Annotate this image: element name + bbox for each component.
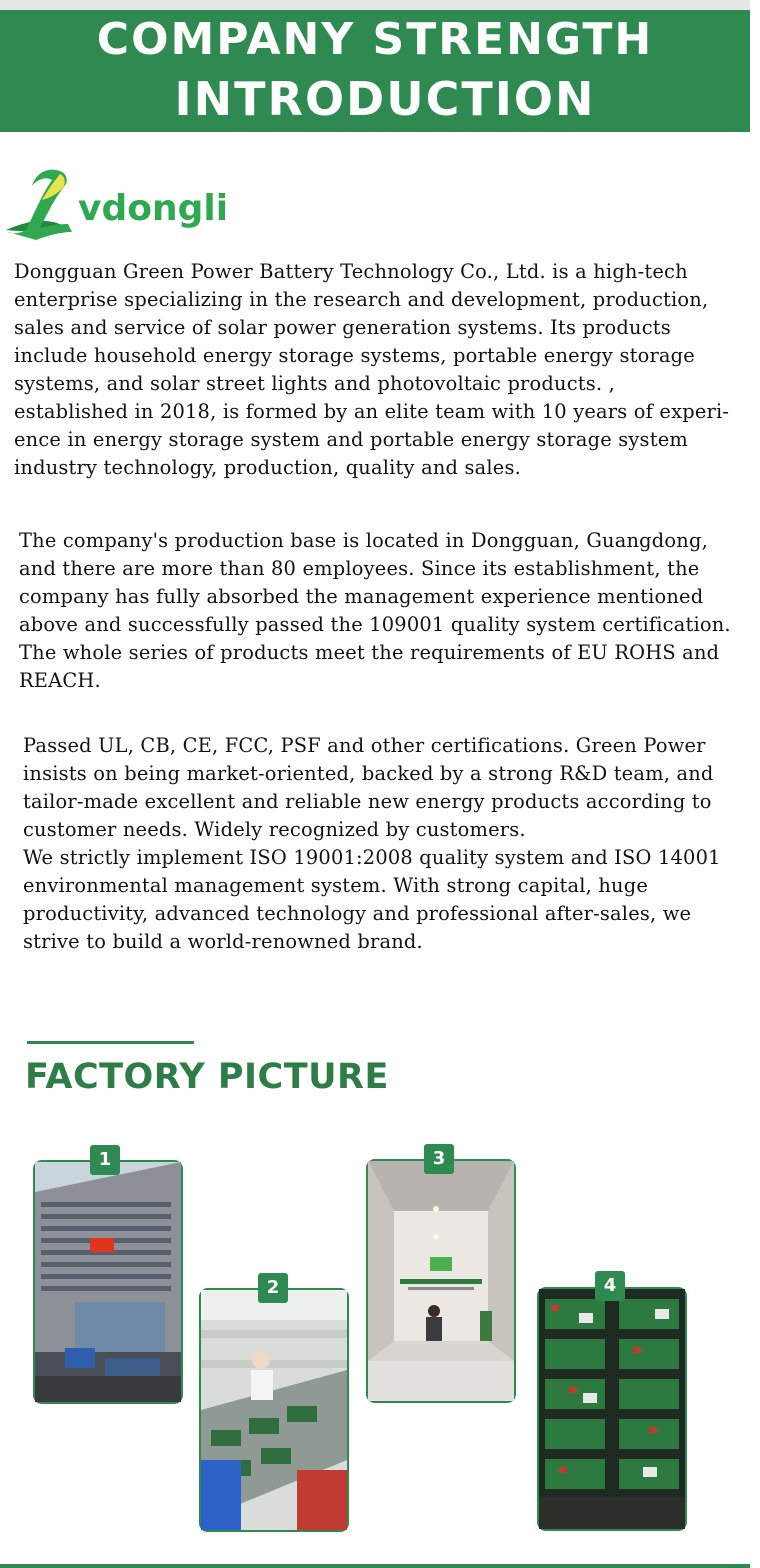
circuit-boards-illustration [539, 1289, 685, 1529]
factory-photo-reception[interactable] [366, 1159, 516, 1403]
top-strip [0, 0, 750, 10]
quality-system-paragraph: We strictly implement ISO 19001:2008 quality system and ISO 14001 environmental management system. With strong capital, huge productivity, advanced technology and professional after-sales, we strive to build a world-renowned brand. [23, 846, 721, 953]
section-divider [27, 1041, 194, 1044]
factory-photo-production-line[interactable] [199, 1288, 349, 1532]
page-header [0, 10, 750, 132]
bottom-border [0, 1564, 750, 1568]
factory-photo-building[interactable] [33, 1160, 183, 1404]
factory-section-title: FACTORY PICTURE [25, 1057, 389, 1097]
header-title-line1: COMPANY STRENGTH [96, 14, 654, 65]
header-title-line2: INTRODUCTION [174, 72, 596, 126]
building-illustration [35, 1162, 181, 1402]
photo-number-badge-1: 1 [90, 1145, 120, 1175]
factory-photo-circuit-boards[interactable] [537, 1287, 687, 1531]
production-base-paragraph: The company's production base is located in Dongguan, Guangdong, and there are more than 80 employees. Since its establishment, the company has fully absorbed the management experience mentioned above and successfully passed the 109001 quality system certification. The whole series of products meet the requirements of EU ROHS and REACH. [19, 529, 731, 692]
photo-number-badge-3: 3 [424, 1144, 454, 1174]
production-line-illustration [201, 1290, 347, 1530]
photo-number-badge-2: 2 [258, 1273, 288, 1303]
certification-block [23, 732, 738, 956]
reception-illustration [368, 1161, 514, 1401]
logo-wordmark: vdongli [78, 188, 229, 229]
certification-paragraph: Passed UL, CB, CE, FCC, PSF and other certifications. Green Power insists on being market-oriented, backed by a strong R&D team, and tailor-made excellent and reliable new energy products according to customer needs. Widely recognized by customers. [23, 734, 714, 841]
brand-logo [2, 160, 229, 242]
intro-paragraph: Dongguan Green Power Battery Technology Co., Ltd. is a high-tech enterprise specializing in the research and development, production, sales and service of solar power generation systems. Its products include household energy storage systems, portable energy storage systems, and solar street lights and photovoltaic products. , established in 2018, is formed by an elite team with 10 years of experience in energy storage system and portable energy storage system industry technology, production, quality and sales. [14, 260, 729, 479]
photo-number-badge-4: 4 [595, 1271, 625, 1301]
